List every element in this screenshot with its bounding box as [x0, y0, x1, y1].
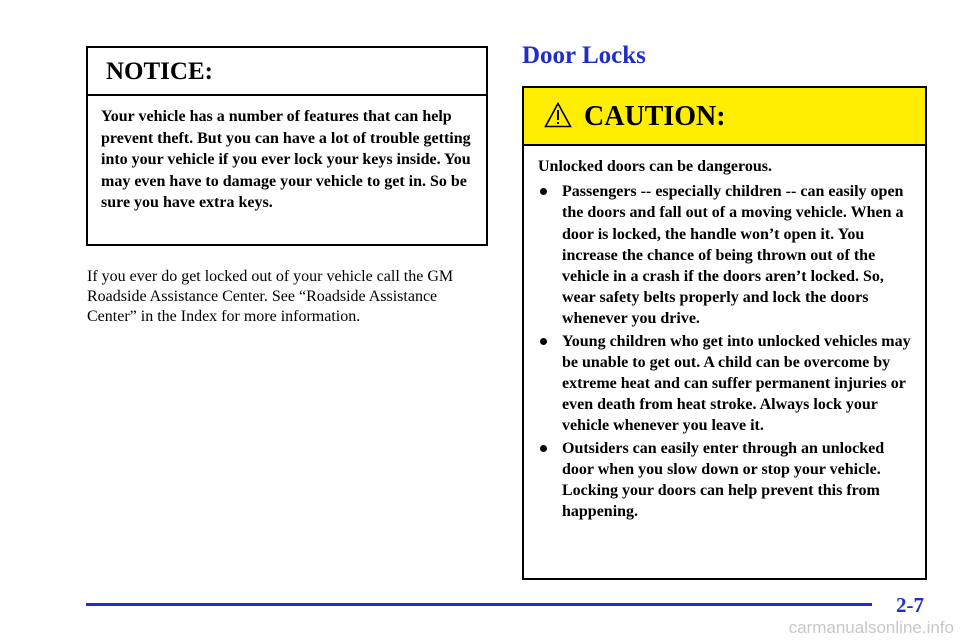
section-heading: Door Locks — [522, 42, 646, 69]
page-number: 2-7 — [896, 593, 924, 617]
caution-header — [524, 88, 925, 146]
caution-title: CAUTION: — [584, 101, 726, 132]
notice-body: Your vehicle has a number of features that can help prevent theft. But you can have a lot of trouble getting into your vehicle if you ever lock your keys inside. You may even have to damage your vehicle to get in. So be sure you have extra keys. — [101, 108, 471, 211]
intro-paragraph: If you ever do get locked out of your vehicle call the GM Roadside Assistance Center. See “Roadside Assistance Center” in the Index for more information. — [87, 268, 454, 325]
caution-list — [538, 181, 911, 522]
bullet-icon — [540, 338, 547, 345]
warning-triangle-icon — [544, 102, 572, 128]
footer-rule — [86, 603, 872, 606]
watermark: carmanualsonline.info — [788, 618, 954, 637]
caution-box — [522, 86, 927, 580]
caution-item-text: Young children who get into unlocked vehicles may be unable to get out. A child can be overcome by extreme heat and can suffer permanent injuries or even death from heat stroke. Always lock your vehicle whenever you leave it. — [562, 332, 911, 435]
caution-item — [538, 181, 911, 329]
caution-item — [538, 438, 911, 523]
caution-item — [538, 331, 911, 437]
caution-item-text: Outsiders can easily enter through an unlocked door when you slow down or stop your vehicle. Locking your doors can help prevent this from happening. — [562, 439, 885, 521]
bullet-icon — [540, 445, 547, 452]
caution-intro: Unlocked doors can be dangerous. — [538, 158, 772, 175]
caution-item-text: Passengers -- especially children -- can easily open the doors and fall out of a moving vehicle. When a door is locked, the handle won’t open it. You increase the chance of being thrown out of the vehicle in a crash if the doors aren’t locked. So, wear safety belts properly and lock the doors whenever you drive. — [562, 183, 904, 328]
caution-body — [524, 146, 925, 522]
notice-title: NOTICE: — [88, 48, 486, 96]
bullet-icon — [540, 188, 547, 195]
notice-box — [86, 46, 488, 246]
